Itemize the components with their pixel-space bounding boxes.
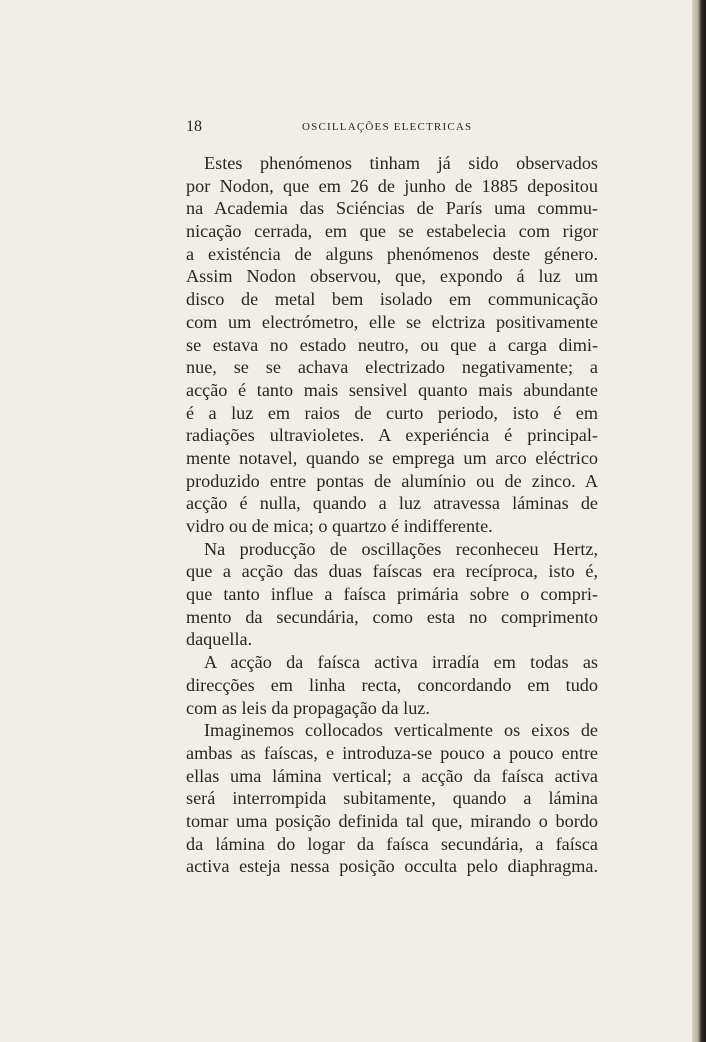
text-line: radiações ultravioletes. A experiéncia é principal- (186, 425, 598, 446)
text-line: Estes phenómenos tinham já sido observados (204, 153, 598, 173)
running-title: OSCILLAÇÕES ELECTRICAS (302, 121, 473, 133)
text-line: é a luz em raios de curto periodo, isto é em (186, 402, 598, 423)
text-line: mento da secundária, como esta no comprimento (186, 606, 598, 627)
text-line: será interrompida subitamente, quando a lámina (186, 788, 598, 809)
text-line: vidro ou de mica; o quartzo é indifferente. (186, 516, 493, 536)
text-line: se estava no estado neutro, ou que a carga dimi- (186, 334, 598, 355)
text-line: com as leis da propagação da luz. (186, 697, 430, 718)
text-line: A acção da faísca activa irradía em todas as (204, 652, 598, 673)
text-line: tomar uma posição definida tal que, mirando o bordo (186, 810, 598, 831)
paragraph-2 (186, 538, 598, 651)
text-line: mente notavel, quando se emprega um arco eléctrico (186, 447, 598, 468)
text-line: Imaginemos collocados verticalmente os eixos de (204, 720, 598, 741)
page-edge-shadow (692, 0, 706, 1042)
text-line: nicação cerrada, em que se estabelecia com rigor (186, 221, 598, 242)
text-line: que tanto influe a faísca primária sobre o compri- (186, 584, 598, 605)
text-line: ellas uma lámina vertical; a acção da faísca activa (186, 765, 598, 786)
page-number: 18 (186, 118, 202, 135)
text-line: produzido entre pontas de alumínio ou de zinco. A (186, 470, 598, 491)
paragraph-1 (186, 152, 598, 538)
text-line: Assim Nodon observou, que, expondo á luz um (186, 266, 598, 287)
text-line: acção é nulla, quando a luz atravessa láminas de (186, 493, 598, 514)
text-line: nue, se se achava electrizado negativamente; a (186, 357, 598, 378)
text-line: da lámina do logar da faísca secundária, a faísca (186, 833, 598, 854)
text-line: na Academia das Sciéncias de París uma commu- (186, 198, 598, 219)
text-line: daquella. (186, 629, 253, 650)
running-head (186, 118, 598, 140)
text-line: disco de metal bem isolado em communicação (186, 289, 598, 310)
text-line: por Nodon, que em 26 de junho de 1885 depositou (186, 175, 598, 196)
paragraph-4 (186, 719, 598, 878)
text-line: Na producção de oscillações reconheceu Hertz, (204, 538, 598, 559)
text-line: a existéncia de alguns phenómenos deste género. (186, 243, 598, 264)
text-line: activa esteja nessa posição occulta pelo diaphragma. (186, 856, 598, 877)
body-text (186, 152, 598, 878)
text-line: que a acção das duas faíscas era recíproca, isto é, (186, 561, 598, 582)
text-line: com um electrómetro, elle se elctriza positivamente (186, 311, 598, 332)
paragraph-3 (186, 651, 598, 719)
text-line: acção é tanto mais sensivel quanto mais abundante (186, 379, 598, 400)
text-line: ambas as faíscas, e introduza-se pouco a pouco entre (186, 742, 598, 763)
text-line: direcções em linha recta, concordando em tudo (186, 674, 598, 695)
